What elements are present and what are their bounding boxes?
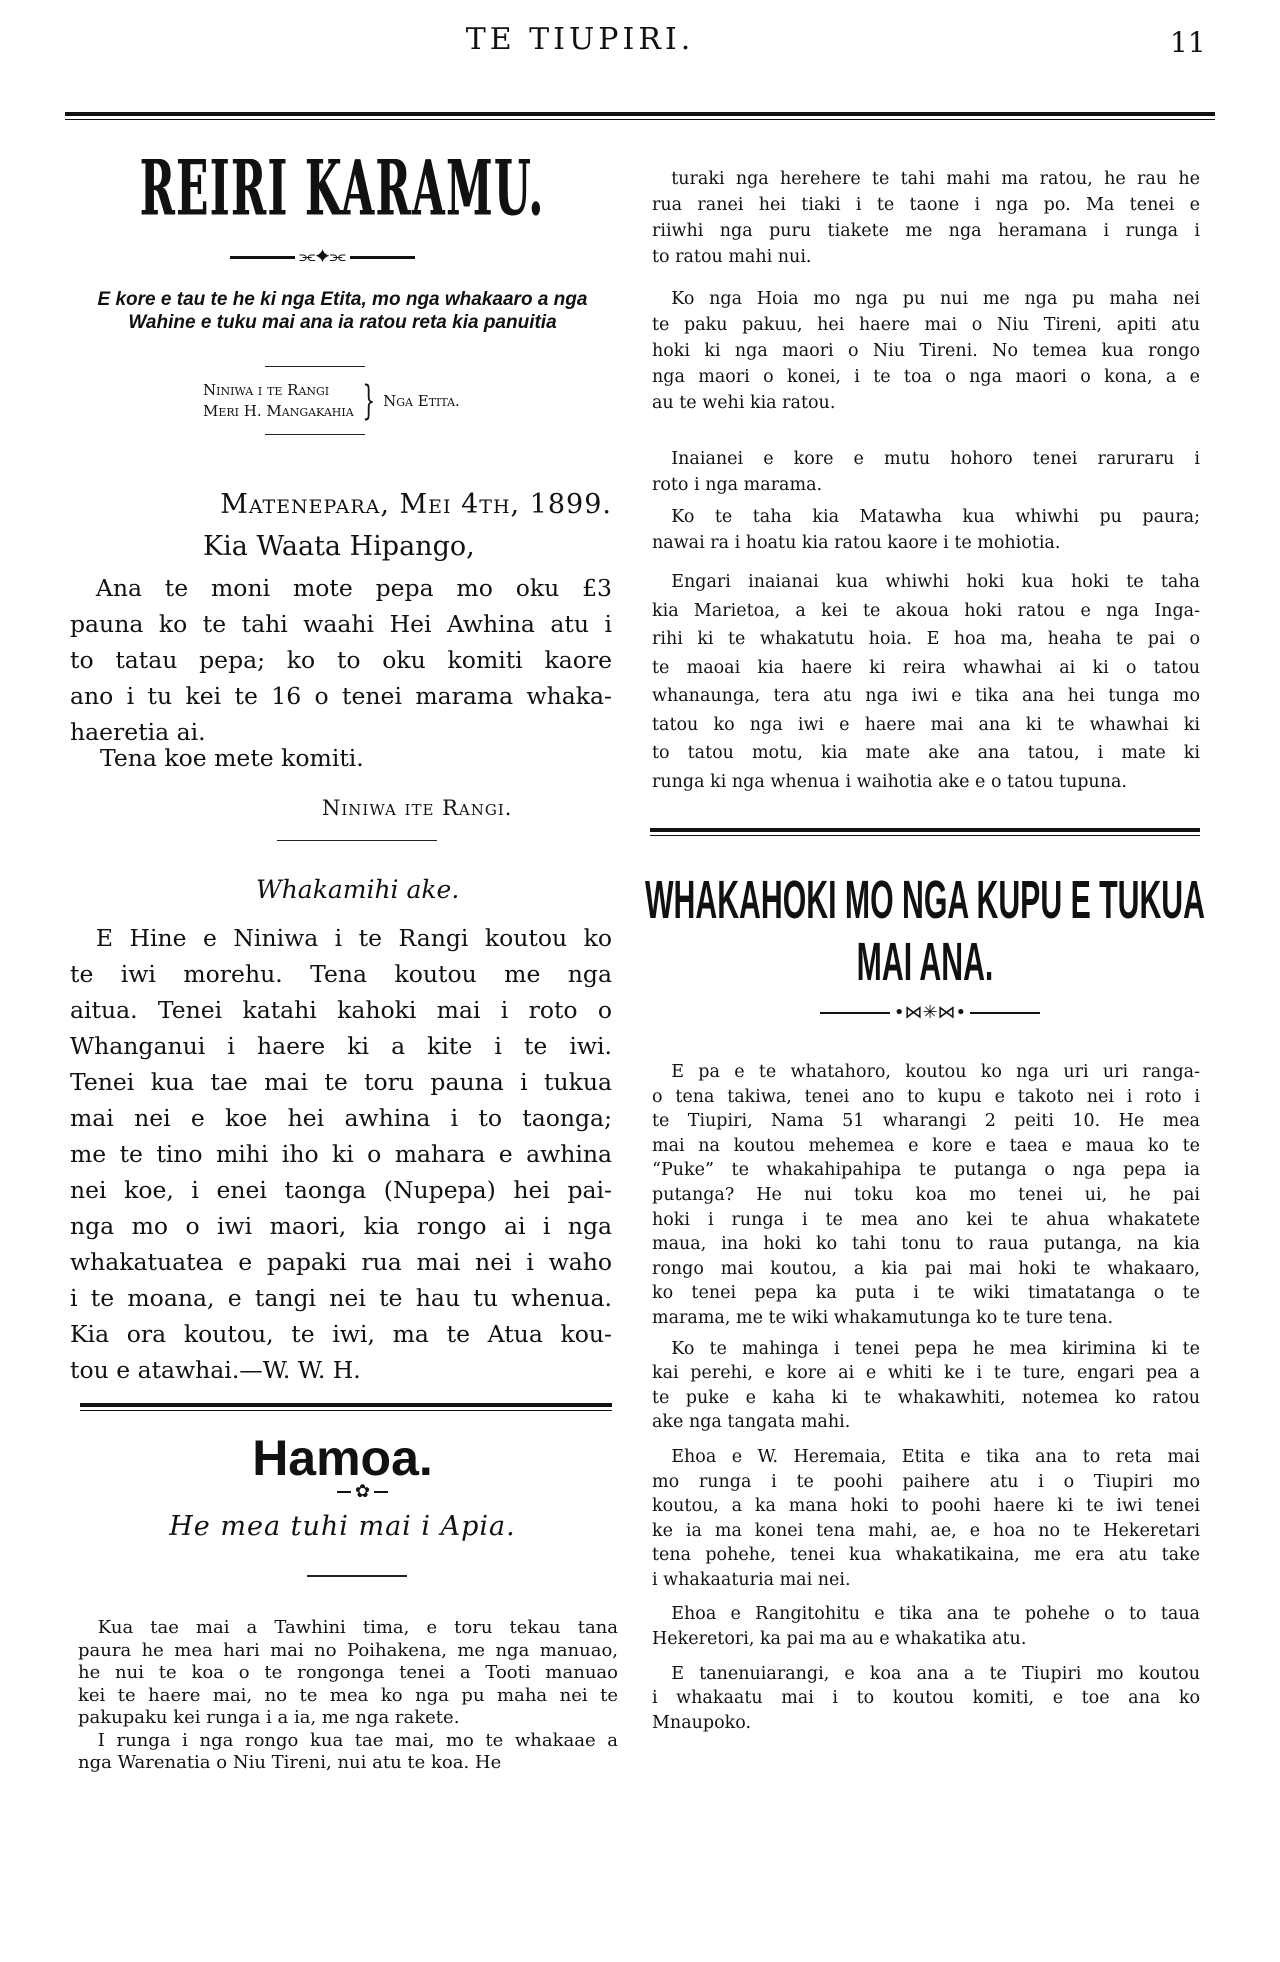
- text-line: aitua. Tenei katahi kahoki mai i roto o: [70, 996, 612, 1024]
- paragraph: [652, 1060, 1200, 1331]
- text-line: te maoai kia haere ki reira whawhai ai ki o tatou: [652, 657, 1200, 678]
- text-line: maua, ina hoki ko tahi tonu to raua putanga, na kia: [652, 1234, 1200, 1255]
- text-line: tou e atawhai.—W. W. H.: [70, 1356, 361, 1384]
- reply-body: [70, 920, 612, 1388]
- text-line: runga ki nga whenua i waihotia ake e o tatou tupuna.: [652, 771, 1127, 792]
- text-line: Mnaupoko.: [652, 1712, 752, 1733]
- paragraph: [652, 1445, 1200, 1593]
- text-line: te puke e kaha ki te whakawhiti, notemea ko ratou: [652, 1387, 1200, 1408]
- text-line: E pa e te whatahoro, koutou ko nga uri uri ranga-: [671, 1062, 1200, 1082]
- replies-heading: [645, 869, 1205, 993]
- text-line: riiwhi nga puru tiakete me nga heramana i runga i: [652, 221, 1200, 241]
- text-line: te iwi morehu. Tena koutou me nga: [70, 960, 612, 988]
- text-line: E Hine e Niniwa i te Rangi koutou ko: [95, 924, 612, 952]
- text-line: Tenei kua tae mai te toru pauna i tukua: [70, 1068, 612, 1096]
- section-double-rule: [80, 1403, 612, 1411]
- letter-body: [70, 570, 612, 750]
- text-line: kia Marietoa, a kei te akoua hoki ratou e nga Inga-: [652, 600, 1200, 621]
- paragraph: [78, 1617, 618, 1730]
- text-line: hoki i runga i te mea ano kei te ahua whakatete: [652, 1209, 1200, 1230]
- text-line: te Tiupiri, Nama 51 wharangi 2 peiti 10. He mea: [652, 1111, 1200, 1132]
- text-line: I runga i nga rongo kua tae mai, mo te whakaae a: [97, 1729, 618, 1751]
- paragraph: [78, 1730, 618, 1775]
- star-ornament-icon: •⋈✳⋈•: [820, 1004, 1040, 1022]
- text-line: Ehoa e Rangitohitu e tika ana te pohehe o to taua: [671, 1604, 1200, 1625]
- text-line: Ko te mahinga i tenei pepa he mea kirimina ki te: [671, 1338, 1200, 1359]
- paragraph: [652, 286, 1200, 416]
- text-line: tatou ko nga iwi e haere mai ana ki te whawhai ki: [652, 714, 1200, 735]
- text-line: Ana te moni mote pepa mo oku £3: [95, 574, 612, 602]
- masthead-title: REIRI KARAMU.: [140, 142, 545, 233]
- text-line: Engari inaianai kua whiwhi hoki kua hoki te taha: [671, 572, 1200, 592]
- ornament-divider-icon: ⫘✦⫘: [230, 248, 415, 266]
- hamoa-title: Hamoa.: [252, 1430, 433, 1486]
- text-line: mai nei e koe hei awhina i to taonga;: [70, 1104, 612, 1132]
- text-line: Whanganui i haere ki a kite i te iwi.: [70, 1032, 612, 1060]
- text-line: Ko te taha kia Matawha kua whiwhi pu paura;: [671, 507, 1200, 527]
- reply-heading: Whakamihi ake.: [256, 875, 460, 904]
- text-line: nga mo o iwi maori, kia rongo ai i nga: [70, 1212, 612, 1240]
- text-line: koutou, a ka mana hoki to poohi haere ki te iwi tenei: [652, 1496, 1200, 1517]
- divider: [277, 840, 437, 841]
- text-line: hoki ki nga maori o Niu Tireni. No temea kua rongo: [652, 341, 1200, 361]
- letter-signature: Niniwa ite Rangi.: [322, 796, 513, 820]
- letter-closing: Tena koe mete komiti.: [100, 744, 364, 772]
- text-line: E tanenuiarangi, e koa ana a te Tiupiri mo koutou: [671, 1663, 1200, 1684]
- replies-heading-line: WHAKAHOKI MO NGA KUPU E TUKUA: [645, 870, 1205, 930]
- text-line: whakatuatea e papaki rua mai nei i waho: [70, 1248, 612, 1276]
- text-line: Ehoa e W. Heremaia, Etita e tika ana to reta mai: [671, 1446, 1200, 1467]
- page-number: 11: [1170, 26, 1206, 59]
- disclaimer-line: E kore e tau te he ki nga Etita, mo nga whakaaro a nga: [97, 289, 588, 310]
- text-line: kai perehi, e kore ai e whiti ke i te ture, engari pea a: [652, 1363, 1200, 1384]
- text-line: Ko nga Hoia mo nga pu nui me nga pu maha nei: [671, 289, 1200, 309]
- text-line: he nui te koa o te rongonga tenei a Tooti manuao: [78, 1662, 618, 1683]
- text-line: rua ranei hei tiaki i te taone i nga po. Ma tenei e: [652, 195, 1200, 215]
- text-line: au te wehi kia ratou.: [652, 393, 836, 413]
- text-line: rihi ki te whakatutu hoia. E hoa ma, heaha te pai o: [652, 629, 1200, 649]
- paragraph: [652, 446, 1200, 498]
- text-line: rongo mai koutou, a kia pai mai hoki te whakaaro,: [652, 1258, 1200, 1279]
- letter-header: [70, 484, 612, 568]
- text-line: me te tino mihi iho ki o mahara e awhina: [70, 1140, 612, 1168]
- disclaimer: [70, 288, 615, 334]
- text-line: nga Warenatia o Niu Tireni, nui atu te koa. He: [78, 1752, 502, 1773]
- text-line: Kua tae mai a Tawhini tima, e toru tekau tana: [97, 1617, 618, 1638]
- paragraph: [652, 1662, 1200, 1736]
- text-line: putanga? He nui toku koa mo tenei ui, he pai: [652, 1184, 1200, 1205]
- text-line: ke ia ma konei tena mahi, ae, e hoa no te Hekeretari: [652, 1520, 1200, 1541]
- brace-icon: }: [362, 378, 375, 424]
- text-line: paura he mea hari mai no Poihakena, me nga manuao,: [78, 1639, 618, 1661]
- hamoa-subtitle: He mea tuhi mai i Apia.: [169, 1511, 516, 1542]
- text-line: i whakaatu mai i to koutou komiti, e toe ana ko: [652, 1688, 1200, 1709]
- dateline: Matenepara, Mei 4th, 1899.: [220, 489, 612, 520]
- text-line: te paku pakuu, hei haere mai o Niu Tireni, apiti atu: [652, 315, 1200, 335]
- text-line: marama, me te wiki whakamutunga ko te ture tena.: [652, 1307, 1114, 1328]
- hamoa-article: [78, 1617, 618, 1775]
- section-double-rule: [650, 828, 1200, 836]
- text-line: ano i tu kei te 16 o tenei marama whaka-: [70, 682, 612, 710]
- masthead: [70, 142, 615, 233]
- text-line: mo runga i te poohi paihere atu i o Tiupiri mo: [652, 1471, 1200, 1492]
- editor-name: Meri H. Mangakahia: [203, 402, 354, 420]
- text-line: nei koe, i enei taonga (Nupepa) hei pai-: [70, 1176, 612, 1204]
- text-line: to ratou mahi nui.: [652, 247, 812, 267]
- replies-body: [652, 1060, 1200, 1735]
- text-line: pakupaku kei runga i a ia, me nga rakete.: [78, 1707, 460, 1728]
- editor-name: Niniwa i te Rangi: [203, 381, 330, 399]
- divider: [307, 1575, 407, 1577]
- text-line: kei te haere mai, no te mea ko nga pu maha nei te: [78, 1684, 618, 1706]
- text-line: Hekeretori, ka pai ma au e whakatika atu.: [652, 1629, 1027, 1650]
- text-line: turaki nga herehere te tahi mahi ma ratou, he rau he: [671, 169, 1200, 189]
- text-line: nawai ra i hoatu kia ratou kaore i te mohiotia.: [652, 533, 1061, 553]
- text-line: to tatou motu, kia mate ake ana tatou, i mate ki: [652, 743, 1200, 763]
- text-line: whanaunga, tera atu nga iwi e tika ana hei tunga mo: [652, 686, 1200, 706]
- divider: [265, 434, 365, 435]
- text-line: haeretia ai.: [70, 718, 206, 746]
- text-line: tena pohehe, tenei kua whakatikaina, me era atu take: [652, 1545, 1200, 1566]
- divider: [265, 366, 365, 367]
- hamoa-title-wrap: [70, 1428, 615, 1488]
- text-line: ko tenei pepa ka puta i te wiki timatatanga o te: [652, 1283, 1200, 1304]
- text-line: o tena takiwa, tenei ano to kupu e takoto nei i roto i: [652, 1086, 1200, 1107]
- newspaper-title: TE TIUPIRI.: [465, 22, 695, 57]
- paragraph: [652, 1602, 1200, 1651]
- text-line: pauna ko te tahi waahi Hei Awhina atu i: [70, 610, 612, 638]
- text-line: i te moana, e tangi nei te hau tu whenua.: [70, 1284, 612, 1312]
- disclaimer-line: Wahine e tuku mai ana ia ratou reta kia panuitia: [128, 312, 557, 333]
- editors-block: [203, 380, 460, 422]
- text-line: Kia ora koutou, te iwi, ma te Atua kou-: [70, 1320, 612, 1348]
- header-double-rule: [65, 112, 1215, 120]
- text-line: Inaianei e kore e mutu hohoro tenei raruraru i: [671, 449, 1200, 469]
- text-line: i whakaaturia mai nei.: [652, 1569, 851, 1590]
- text-line: to tatau pepa; ko to oku komiti kaore: [70, 646, 612, 674]
- text-line: “Puke” te whakahipahipa te putanga o nga pepa ia: [652, 1160, 1200, 1181]
- text-line: nga maori o konei, i te toa o nga maori o kona, a e: [652, 367, 1200, 387]
- flower-ornament-icon: ✿: [300, 1483, 425, 1501]
- paragraph: [652, 166, 1200, 270]
- paragraph: [652, 568, 1200, 796]
- hamoa-subtitle-wrap: [70, 1510, 615, 1544]
- salutation: Kia Waata Hipango,: [203, 531, 475, 562]
- editors-role: Nga Etita.: [383, 391, 460, 410]
- paragraph: [652, 504, 1200, 556]
- replies-heading-line: MAI ANA.: [856, 932, 994, 992]
- paragraph: [652, 1337, 1200, 1435]
- text-line: ake nga tangata mahi.: [652, 1412, 851, 1433]
- text-line: mai na koutou mehemea e kore e taea e maua ko te: [652, 1135, 1200, 1156]
- text-line: roto i nga marama.: [652, 475, 823, 495]
